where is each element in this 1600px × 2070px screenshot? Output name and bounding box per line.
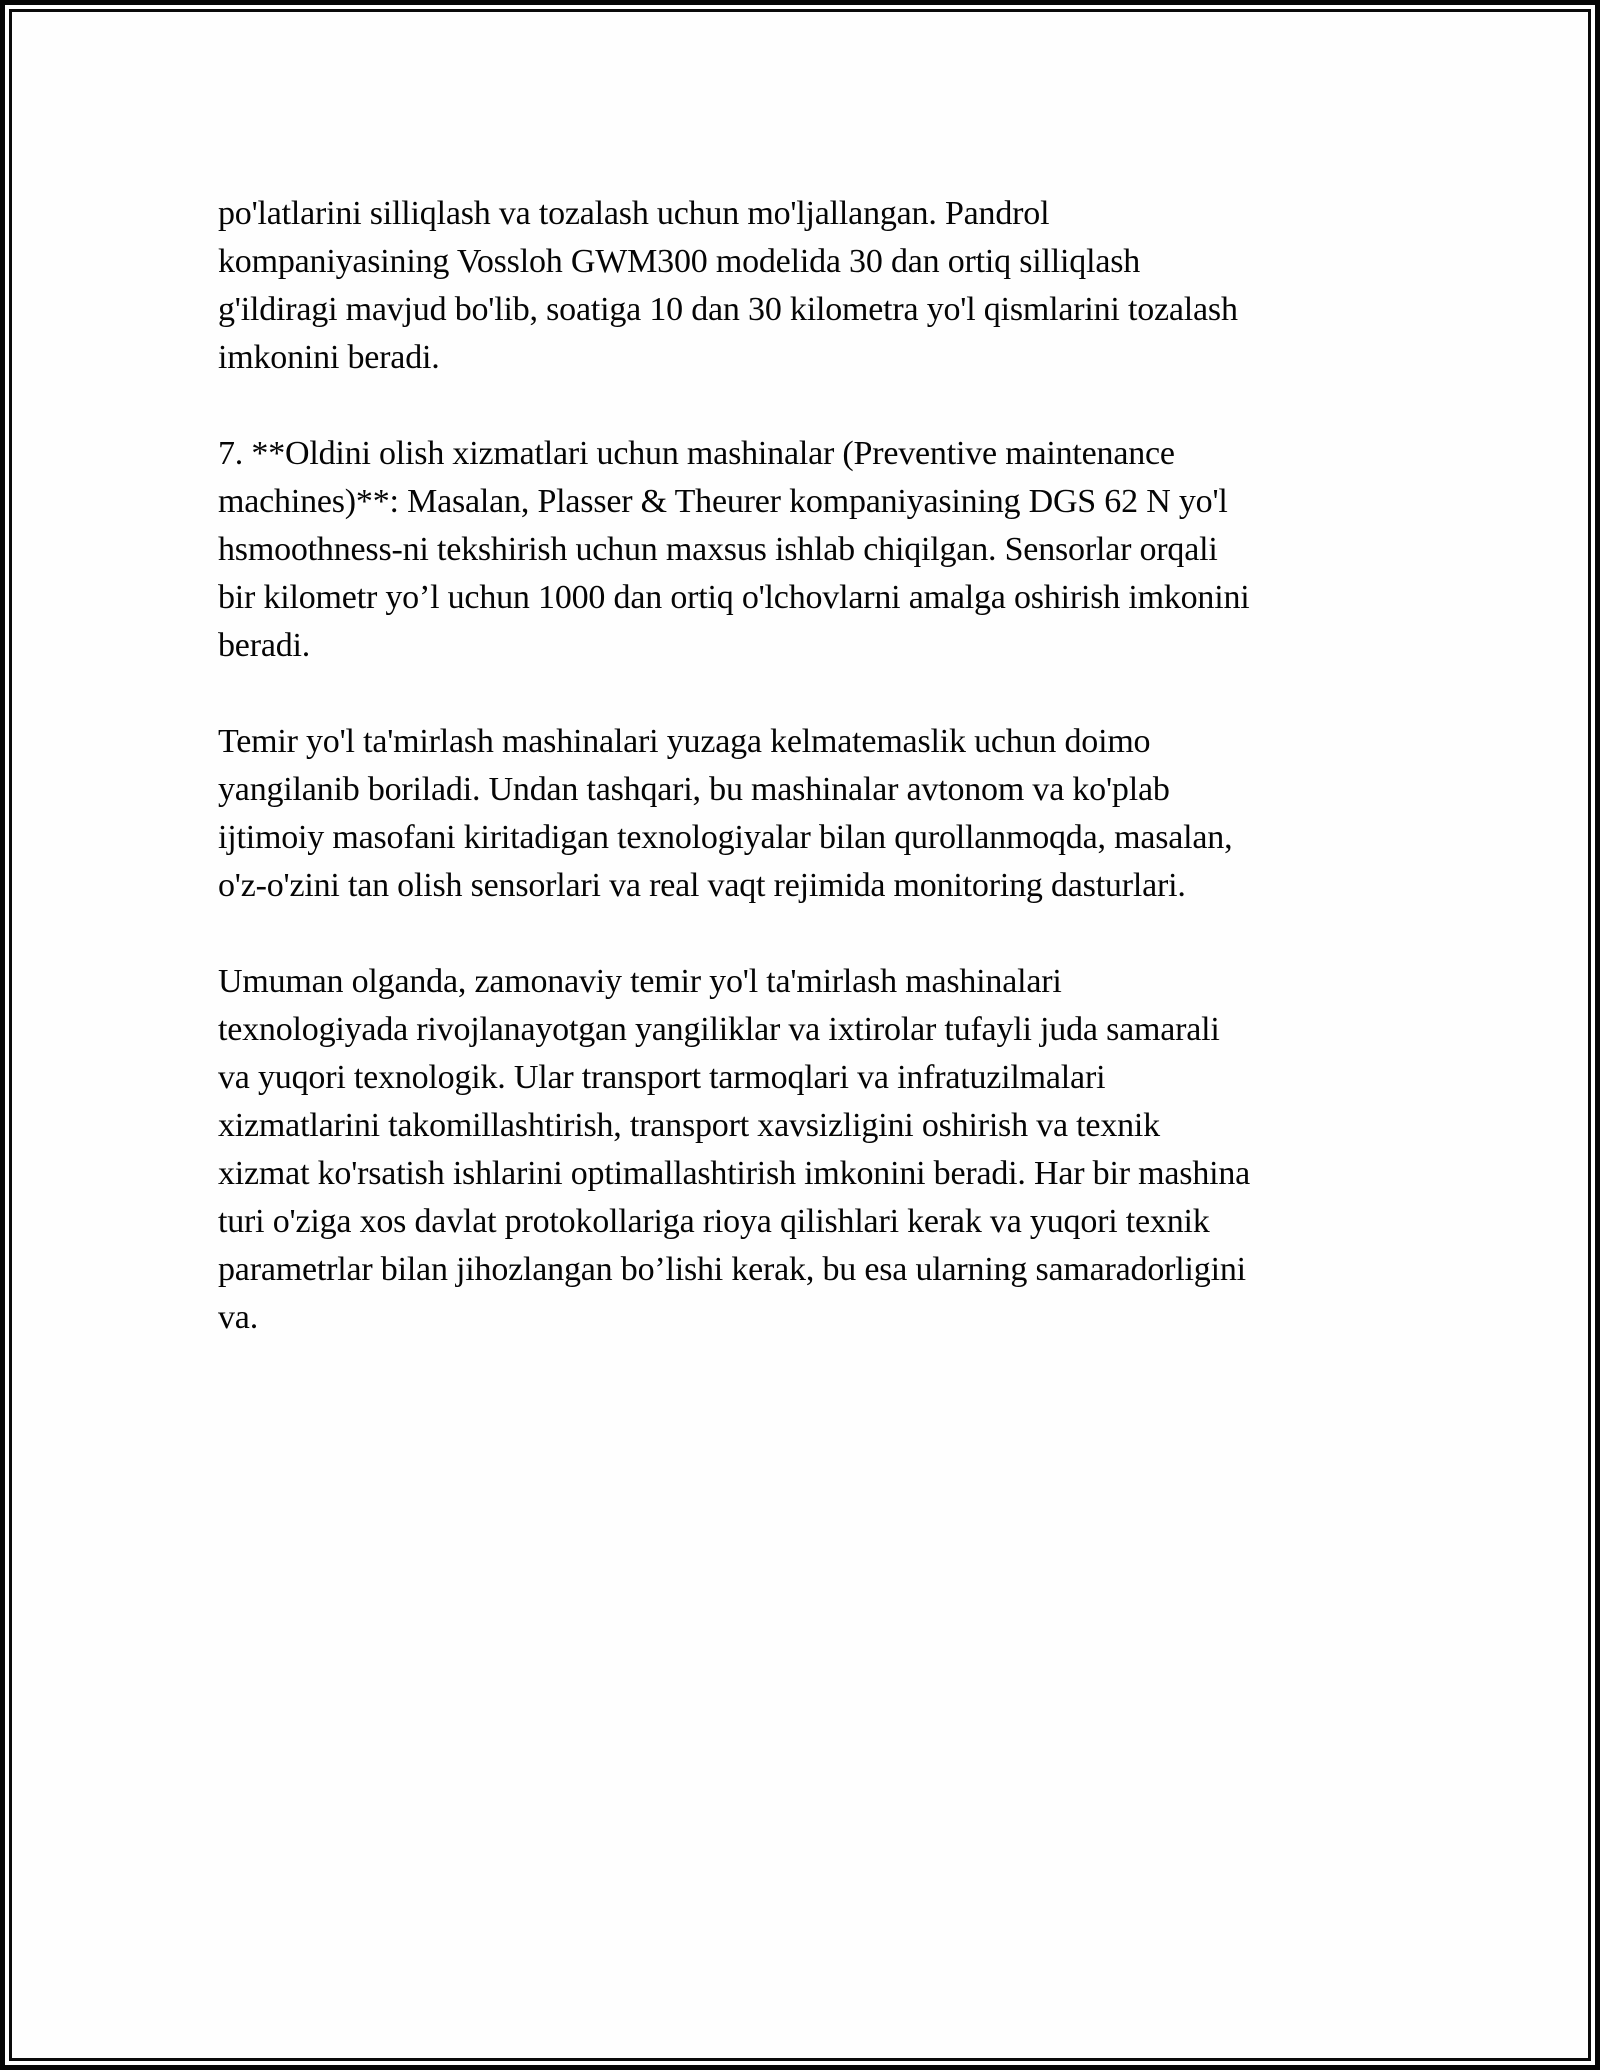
paragraph [218,958,1448,1342]
paragraph [218,718,1448,910]
document-content [218,190,1448,1390]
text-line: ijtimoiy masofani kiritadigan texnologiyalar bilan qurollanmoqda, masalan, [218,819,1233,856]
text-line: g'ildiragi mavjud bo'lib, soatiga 10 dan 30 kilometra yo'l qismlarini tozalash [218,291,1238,328]
paragraph [218,430,1448,670]
text-line: xizmatlarini takomillashtirish, transport xavsizligini oshirish va texnik [218,1107,1160,1144]
text-line: turi o'ziga xos davlat protokollariga rioya qilishlari kerak va yuqori texnik [218,1203,1210,1240]
text-line: po'latlarini silliqlash va tozalash uchun mo'ljallangan. Pandrol [218,195,1050,232]
paragraph [218,190,1448,382]
text-line: Umuman olganda, zamonaviy temir yo'l ta'mirlash mashinalari [218,963,1062,1000]
page-inner-border [9,9,1591,2061]
text-line: parametrlar bilan jihozlangan bo’lishi kerak, bu esa ularning samaradorligini [218,1251,1246,1288]
text-line: kompaniyasining Vossloh GWM300 modelida 30 dan ortiq silliqlash [218,243,1141,280]
text-line: imkonini beradi. [218,339,440,376]
text-line: va. [218,1299,258,1336]
text-line: 7. **Oldini olish xizmatlari uchun mashinalar (Preventive maintenance [218,435,1175,472]
text-line: yangilanib boriladi. Undan tashqari, bu mashinalar avtonom va ko'plab [218,771,1170,808]
text-line: texnologiyada rivojlanayotgan yangiliklar va ixtirolar tufayli juda samarali [218,1011,1220,1048]
text-line: beradi. [218,627,311,664]
text-line: hsmoothness-ni tekshirish uchun maxsus ishlab chiqilgan. Sensorlar orqali [218,531,1218,568]
text-line: machines)**: Masalan, Plasser & Theurer kompaniyasining DGS 62 N yo'l [218,483,1228,520]
text-line: o'z-o'zini tan olish sensorlari va real vaqt rejimida monitoring dasturlari. [218,867,1186,904]
text-line: va yuqori texnologik. Ular transport tarmoqlari va infratuzilmalari [218,1059,1106,1096]
text-line: xizmat ko'rsatish ishlarini optimallashtirish imkonini beradi. Har bir mashina [218,1155,1251,1192]
text-line: bir kilometr yo’l uchun 1000 dan ortiq o'lchovlarni amalga oshirish imkonini [218,579,1250,616]
text-line: Temir yo'l ta'mirlash mashinalari yuzaga kelmatemaslik uchun doimo [218,723,1151,760]
